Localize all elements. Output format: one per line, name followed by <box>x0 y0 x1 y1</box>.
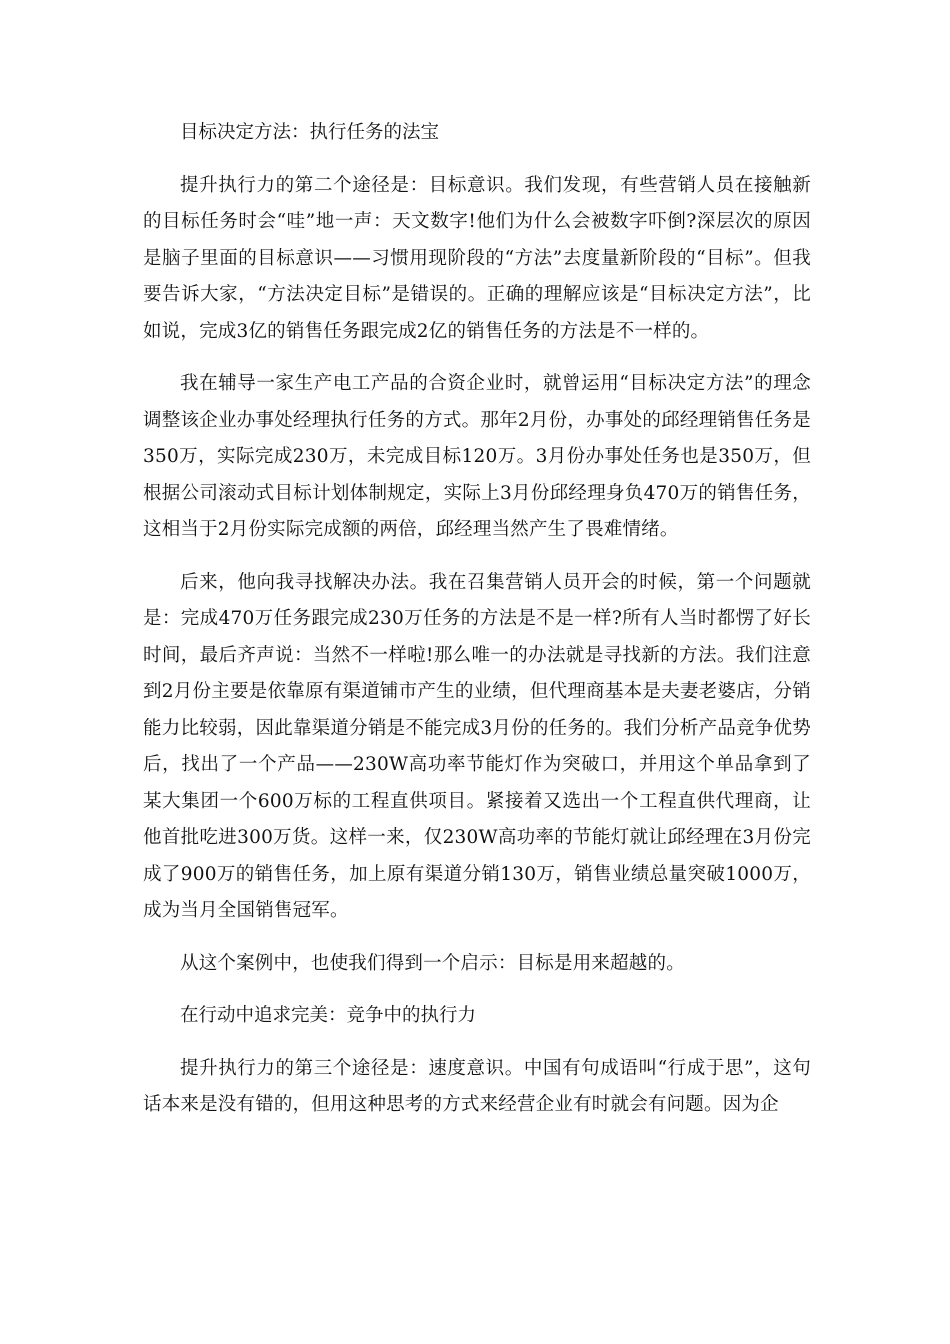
section-heading-pursue-perfection: 在行动中追求完美：竞争中的执行力 <box>180 1005 477 1026</box>
paragraph-goal-awareness: 提升执行力的第二个途径是：目标意识。我们发现，有些营销人员在接触新的目标任务时会“哇”地一声：天文数字!他们为什么会被数字吓倒?深层次的原因是脑子里面的目标意识——习惯用现阶段的“方法”去度量新阶段的“目标”。但我要告诉大家，“方法决定目标”是错误的。正确的理解应该是“目标决定方法”，比如说，完成3亿的销售任务跟完成2亿的销售任务的方法是不一样的。 <box>143 174 811 342</box>
paragraph-speed-awareness: 提升执行力的第三个途径是：速度意识。中国有句成语叫“行成于思”，这句话本来是没有错的，但用这种思考的方式来经营企业有时就会有问题。因为企 <box>143 1057 811 1115</box>
document-body <box>143 115 811 1140</box>
section-heading-goal-decides-method: 目标决定方法：执行任务的法宝 <box>180 122 440 143</box>
paragraph-case-intro: 我在辅导一家生产电工产品的合资企业时，就曾运用“目标决定方法”的理念调整该企业办事处经理执行任务的方式。那年2月份，办事处的邱经理销售任务是350万，实际完成230万，未完成目标120万。3月份办事处任务也是350万，但根据公司滚动式目标计划体制规定，实际上3月份邱经理身负470万的销售任务，这相当于2月份实际完成额的两倍，邱经理当然产生了畏难情绪。 <box>143 373 811 540</box>
paragraph-case-solution: 后来，他向我寻找解决办法。我在召集营销人员开会的时候，第一个问题就是：完成470万任务跟完成230万任务的方法是不是一样?所有人当时都愣了好长时间，最后齐声说：当然不一样啦!那么唯一的办法就是寻找新的方法。我们注意到2月份主要是依靠原有渠道铺市产生的业绩，但代理商基本是夫妻老婆店，分销能力比较弱，因此靠渠道分销是不能完成3月份的任务的。我们分析产品竞争优势后，找出了一个产品——230W高功率节能灯作为突破口，并用这个单品拿到了某大集团一个600万标的工程直供项目。紧接着又选出一个工程直供代理商，让他首批吃进300万货。这样一来，仅230W高功率的节能灯就让邱经理在3月份完成了900万的销售任务，加上原有渠道分销130万，销售业绩总量突破1000万，成为当月全国销售冠军。 <box>143 571 811 921</box>
paragraph-case-lesson: 从这个案例中，也使我们得到一个启示：目标是用来超越的。 <box>180 952 685 974</box>
